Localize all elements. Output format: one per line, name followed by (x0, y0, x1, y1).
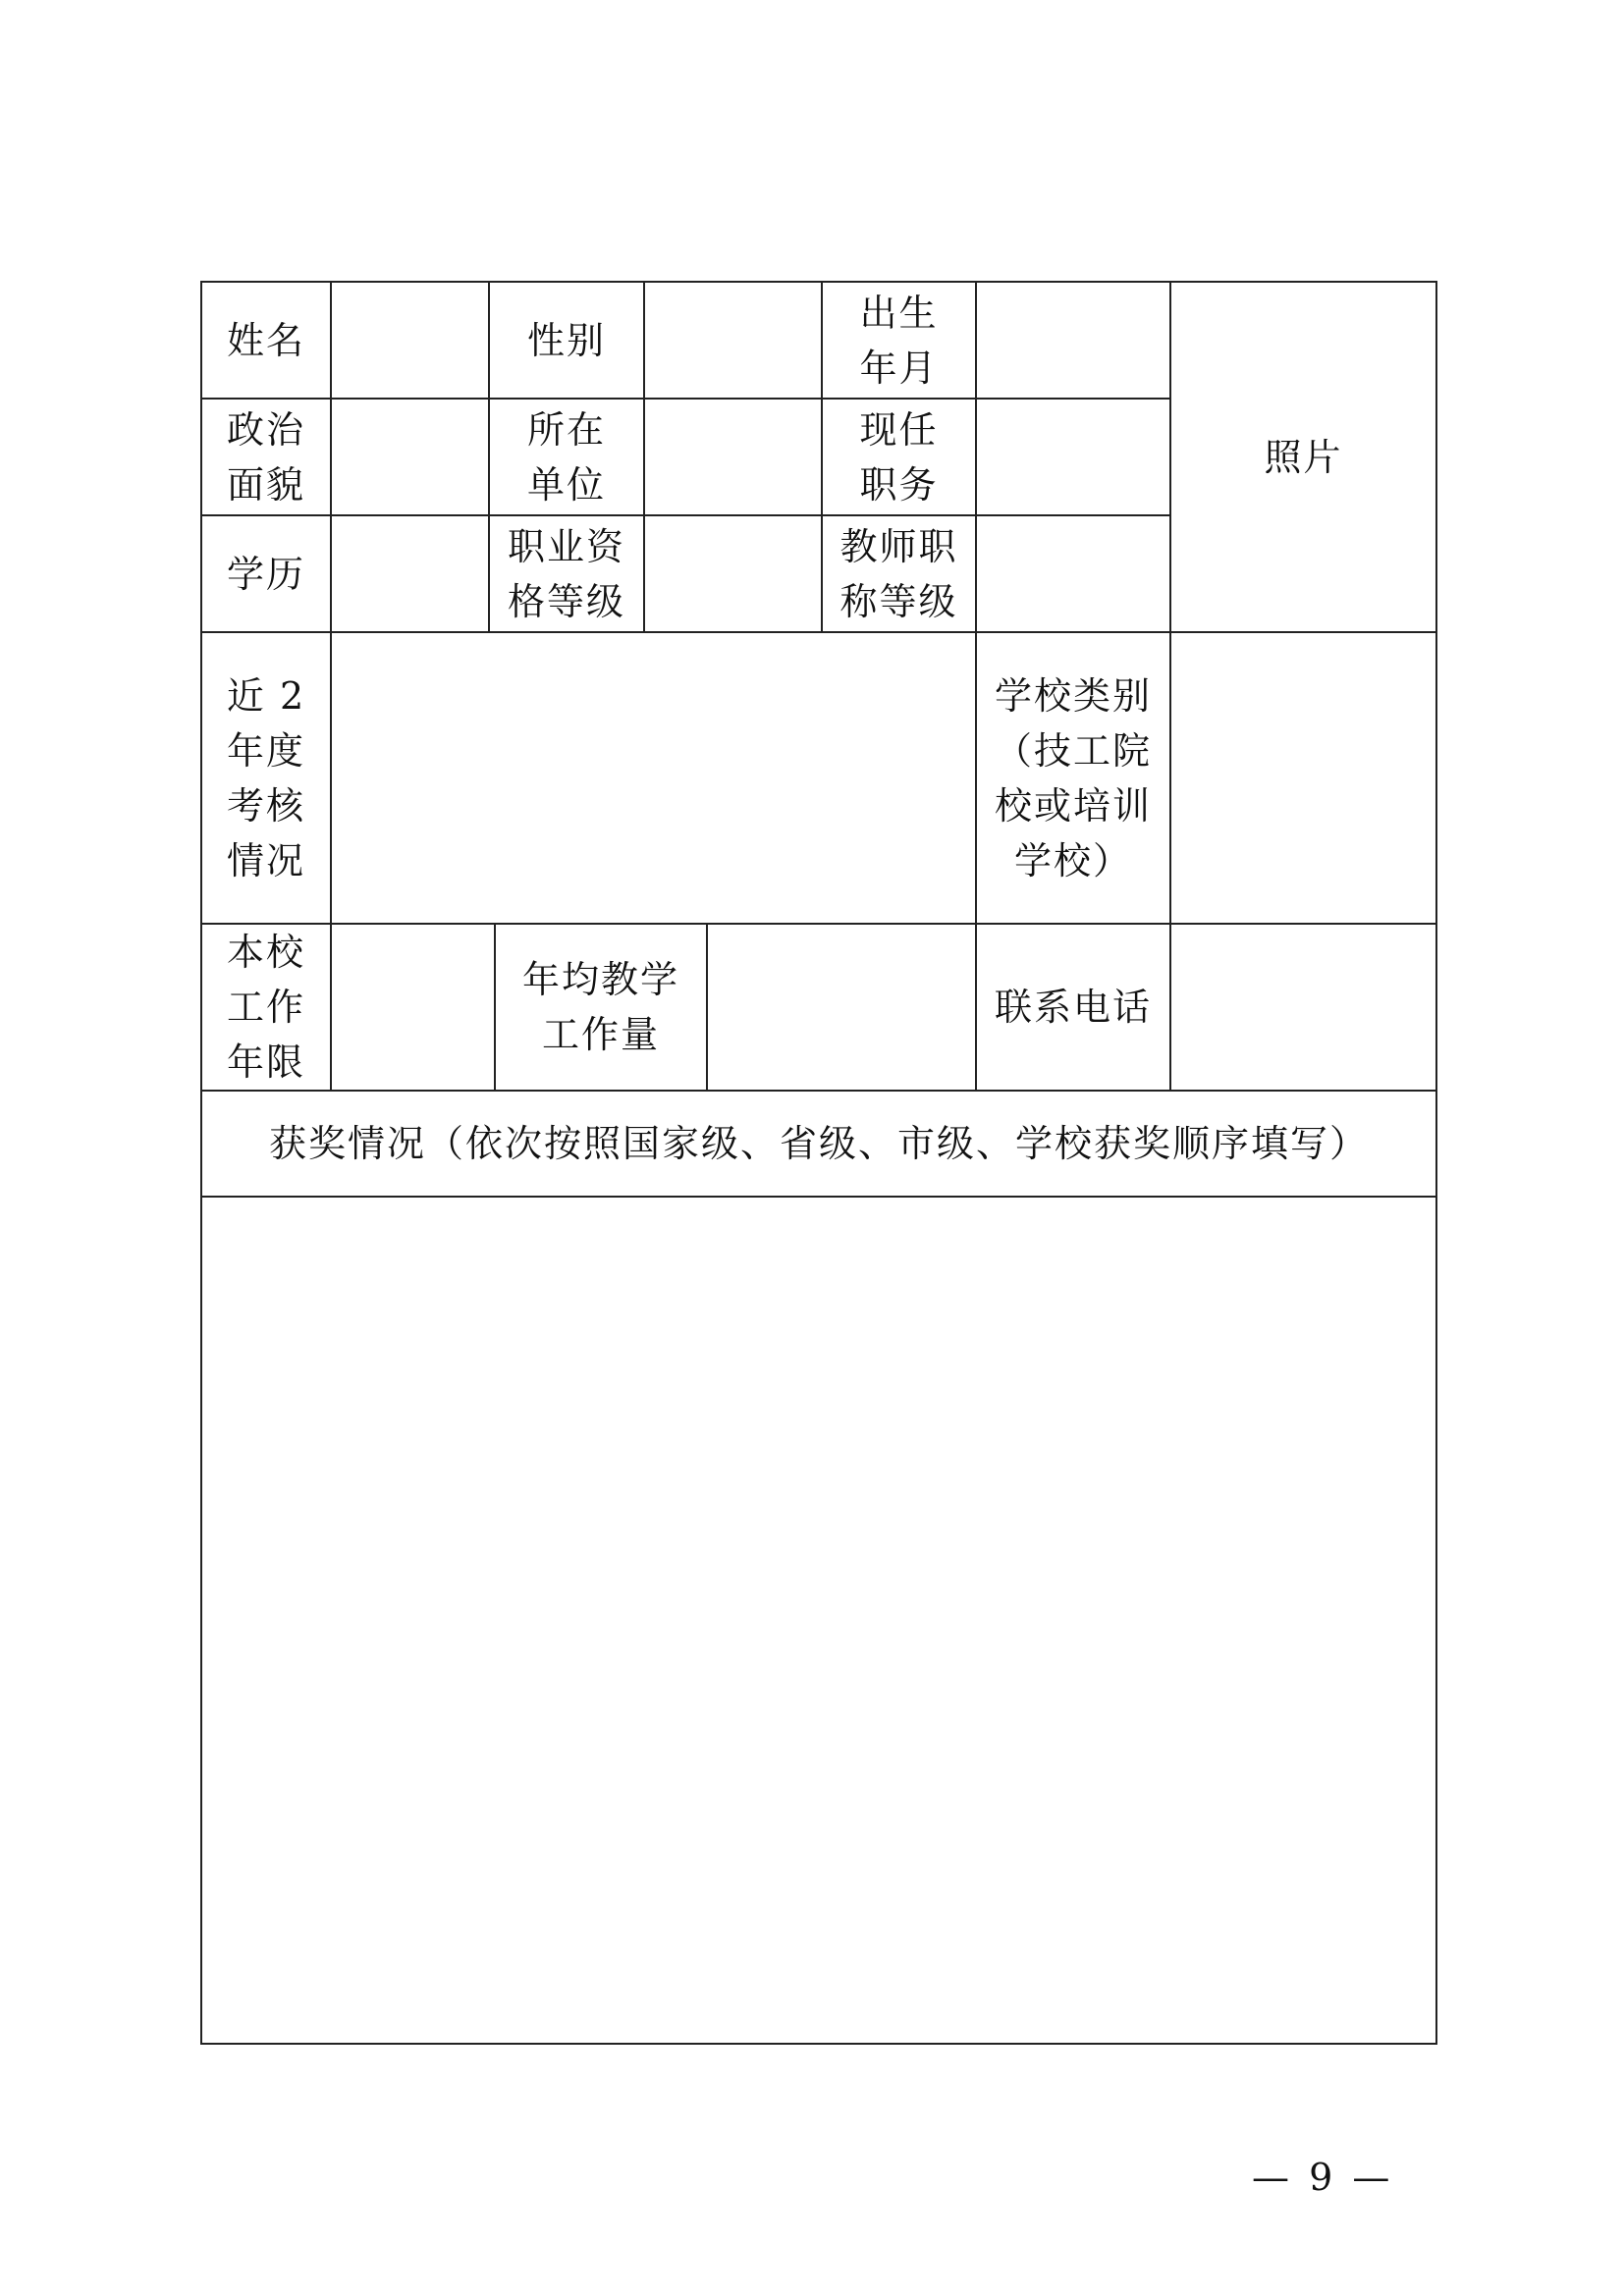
work-unit-label-line: 所在 (527, 407, 607, 452)
current-position-field[interactable] (976, 399, 1170, 515)
assessment-field[interactable] (331, 632, 976, 924)
qualification-level-label-line: 职业资 (508, 524, 626, 568)
education-field[interactable] (331, 515, 489, 632)
birth-date-label-line: 出生 (859, 291, 939, 335)
school-type-label (976, 632, 1170, 924)
school-type-label-line: 校或培训 (995, 783, 1153, 828)
political-status-label-line: 政治 (226, 407, 305, 452)
qualification-level-label-line: 格等级 (508, 579, 626, 623)
phone-field[interactable] (1170, 924, 1436, 1091)
school-type-label-line: 学校） (1014, 838, 1133, 882)
teacher-title-field[interactable] (976, 515, 1170, 632)
current-position-label (822, 399, 976, 515)
phone-label: 联系电话 (976, 924, 1170, 1091)
birth-date-field[interactable] (976, 282, 1170, 399)
work-years-label (201, 924, 331, 1091)
current-position-label-line: 现任 (859, 407, 939, 452)
teaching-workload-label (495, 924, 707, 1091)
education-label: 学历 (201, 515, 331, 632)
birth-date-label-line: 年月 (859, 346, 939, 390)
current-position-label-line: 职务 (859, 462, 939, 507)
work-unit-label-line: 单位 (527, 462, 607, 507)
work-years-label-line: 工作 (226, 986, 305, 1029)
school-type-label-line: （技工院 (995, 728, 1153, 773)
school-type-field[interactable] (1170, 632, 1436, 924)
photo-cell[interactable]: 照片 (1170, 282, 1436, 632)
awards-field[interactable] (201, 1197, 1436, 2044)
assessment-label-line: 情况 (226, 838, 305, 882)
assessment-label-line: 近 2 (226, 673, 306, 718)
assessment-label-line: 考核 (226, 783, 305, 828)
assessment-label-line: 年度 (226, 728, 305, 773)
qualification-level-label (489, 515, 644, 632)
school-type-label-line: 学校类别 (995, 673, 1153, 718)
teaching-workload-field[interactable] (707, 924, 976, 1091)
teaching-workload-label-line: 年均教学 (522, 958, 680, 1001)
work-years-label-line: 年限 (226, 1041, 305, 1084)
political-status-field[interactable] (331, 399, 489, 515)
name-field[interactable] (331, 282, 489, 399)
assessment-label (201, 632, 331, 924)
political-status-label (201, 399, 331, 515)
political-status-label-line: 面貌 (226, 462, 305, 507)
application-form-table (200, 281, 1437, 2045)
teacher-title-label (822, 515, 976, 632)
work-years-label-line: 本校 (226, 931, 305, 974)
work-unit-label (489, 399, 644, 515)
teaching-workload-label-line: 工作量 (542, 1013, 661, 1056)
page-number: — 9 — (1252, 2156, 1394, 2199)
name-label: 姓名 (201, 282, 331, 399)
work-years-field[interactable] (331, 924, 495, 1091)
gender-label: 性别 (489, 282, 644, 399)
awards-header: 获奖情况（依次按照国家级、省级、市级、学校获奖顺序填写） (201, 1091, 1436, 1197)
birth-date-label (822, 282, 976, 399)
gender-field[interactable] (644, 282, 822, 399)
teacher-title-label-line: 教师职 (839, 524, 958, 568)
qualification-level-field[interactable] (644, 515, 822, 632)
teacher-title-label-line: 称等级 (839, 579, 958, 623)
work-unit-field[interactable] (644, 399, 822, 515)
